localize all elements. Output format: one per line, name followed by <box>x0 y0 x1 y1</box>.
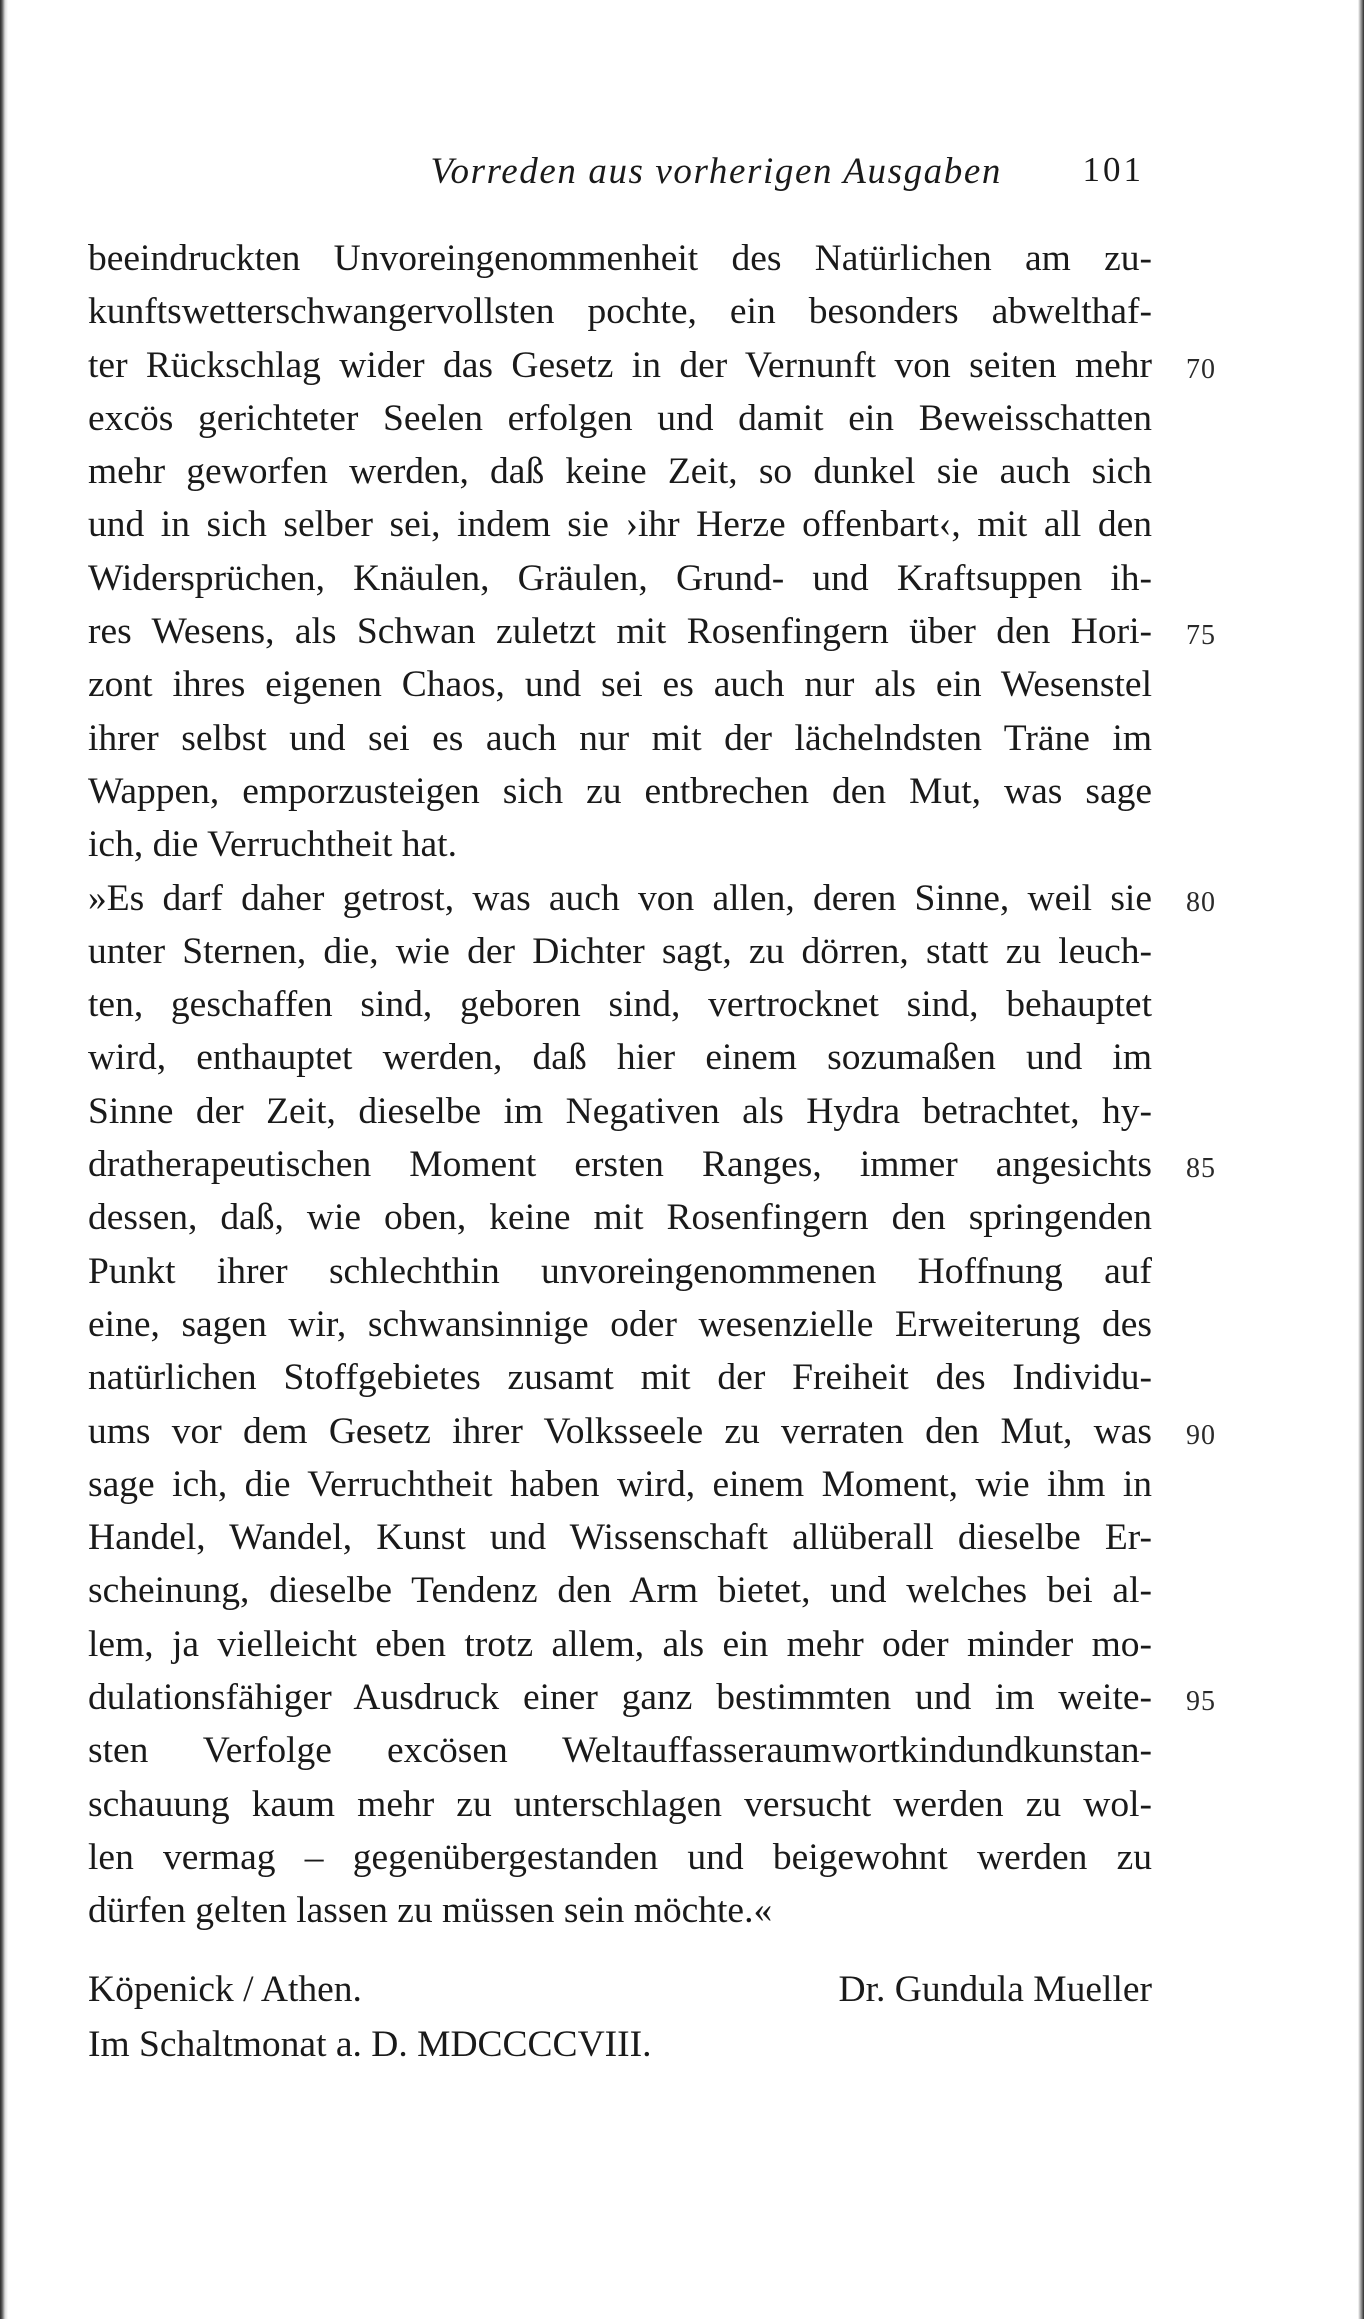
text-line-content: res Wesens, als Schwan zuletzt mit Rosenfingern über den Hori- <box>88 611 1152 653</box>
text-line <box>88 1831 1152 1884</box>
text-line-content: schauung kaum mehr zu unterschlagen versucht werden zu wol- <box>88 1783 1152 1825</box>
text-line-content: »Es darf daher getrost, was auch von allen, deren Sinne, weil sie <box>88 877 1152 919</box>
text-line-content: dratherapeutischen Moment ersten Ranges, immer angesichts <box>88 1144 1152 1186</box>
text-line <box>88 1724 1152 1777</box>
page-edge-left <box>0 0 8 2319</box>
text-line-content: ihrer selbst und sei es auch nur mit der lächelndsten Träne im <box>88 717 1152 759</box>
line-number: 70 <box>1186 353 1216 385</box>
line-number: 80 <box>1186 886 1216 918</box>
text-line <box>88 1031 1152 1084</box>
text-line <box>88 818 1152 871</box>
text-line-content: Sinne der Zeit, dieselbe im Negativen als Hydra betrachtet, hy- <box>88 1090 1152 1132</box>
text-line-content: dessen, daß, wie oben, keine mit Rosenfingern den springenden <box>88 1197 1152 1239</box>
body-text <box>88 232 1216 1938</box>
text-line <box>88 978 1152 1031</box>
signature-author: Dr. Gundula Mueller <box>838 1969 1152 2010</box>
text-line-content: unter Sternen, die, wie der Dichter sagt, zu dörren, statt zu leuch- <box>88 930 1152 972</box>
text-line <box>88 1085 1152 1138</box>
text-line <box>88 1618 1152 1671</box>
text-line <box>88 552 1152 605</box>
line-number: 95 <box>1186 1686 1216 1718</box>
line-number: 75 <box>1186 620 1216 652</box>
text-line-content: kunftswetterschwangervollsten pochte, ein besonders abwelthaf- <box>88 291 1152 333</box>
text-line <box>88 1511 1152 1564</box>
text-line <box>88 1884 1152 1937</box>
text-line <box>88 1458 1152 1511</box>
text-line <box>88 765 1152 818</box>
text-line <box>88 1405 1216 1458</box>
text-line-content: zont ihres eigenen Chaos, und sei es auch nur als ein Wesenstel <box>88 664 1152 706</box>
text-line <box>88 1138 1216 1191</box>
text-line <box>88 339 1216 392</box>
line-number: 85 <box>1186 1153 1216 1185</box>
text-line-content: dulationsfähiger Ausdruck einer ganz bestimmten und im weite- <box>88 1677 1152 1719</box>
text-line-content: mehr geworfen werden, daß keine Zeit, so dunkel sie auch sich <box>88 451 1152 493</box>
text-line <box>88 1671 1216 1724</box>
text-line <box>88 1298 1152 1351</box>
text-line <box>88 232 1152 285</box>
text-line <box>88 605 1216 658</box>
text-line <box>88 872 1216 925</box>
text-line <box>88 1778 1152 1831</box>
text-line-content: ums vor dem Gesetz ihrer Volksseele zu verraten den Mut, was <box>88 1410 1152 1452</box>
text-line <box>88 1351 1152 1404</box>
page-number: 101 <box>1082 150 1144 189</box>
text-line <box>88 1564 1152 1617</box>
text-line-content: sage ich, die Verruchtheit haben wird, einem Moment, wie ihm in <box>88 1463 1152 1505</box>
text-line-content: Wappen, emporzusteigen sich zu entbrechen den Mut, was sage <box>88 770 1152 812</box>
text-line <box>88 445 1152 498</box>
text-line-content: Punkt ihrer schlechthin unvoreingenommenen Hoffnung auf <box>88 1250 1152 1292</box>
text-line-content: eine, sagen wir, schwansinnige oder wesenzielle Erweiterung des <box>88 1303 1152 1345</box>
text-line-content: ten, geschaffen sind, geboren sind, vertrocknet sind, behauptet <box>88 984 1152 1026</box>
text-line-content: sten Verfolge excösen Weltauffasseraumwortkindundkunstan- <box>88 1730 1152 1772</box>
text-line-content: excös gerichteter Seelen erfolgen und damit ein Beweisschatten <box>88 397 1152 439</box>
text-line <box>88 1245 1152 1298</box>
text-line-content: scheinung, dieselbe Tendenz den Arm bietet, und welches bei al- <box>88 1570 1152 1612</box>
text-line <box>88 498 1152 551</box>
text-line-content: dürfen gelten lassen zu müssen sein möchte.« <box>88 1890 773 1932</box>
text-line <box>88 1191 1152 1244</box>
text-line <box>88 392 1152 445</box>
text-line-content: len vermag – gegenübergestanden und beigewohnt werden zu <box>88 1836 1152 1878</box>
text-line-content: Handel, Wandel, Kunst und Wissenschaft allüberall dieselbe Er- <box>88 1517 1152 1559</box>
text-line-content: lem, ja vielleicht eben trotz allem, als ein mehr oder minder mo- <box>88 1623 1152 1665</box>
text-line-content: Widersprüchen, Knäulen, Gräulen, Grund- und Kraftsuppen ih- <box>88 557 1152 599</box>
text-line-content: wird, enthauptet werden, daß hier einem sozumaßen und im <box>88 1037 1152 1079</box>
text-line-content: beeindruckten Unvoreingenommenheit des Natürlichen am zu- <box>88 238 1152 279</box>
text-line <box>88 712 1152 765</box>
text-line-content: ter Rückschlag wider das Gesetz in der Vernunft von seiten mehr <box>88 344 1152 386</box>
text-line <box>88 925 1152 978</box>
signature-date: Im Schaltmonat a. D. MDCCCCVIII. <box>88 2024 652 2065</box>
signature-place: Köpenick / Athen. <box>88 1969 362 2010</box>
running-head-title: Vorreden aus vorherigen Ausgaben <box>430 151 1002 192</box>
text-line-content: ich, die Verruchtheit hat. <box>88 824 457 866</box>
text-line <box>88 285 1152 338</box>
page-edge-right <box>1358 0 1364 2319</box>
text-line <box>88 658 1152 711</box>
line-number: 90 <box>1186 1419 1216 1451</box>
text-line-content: natürlichen Stoffgebietes zusamt mit der Freiheit des Individu- <box>88 1357 1152 1399</box>
text-line-content: und in sich selber sei, indem sie ›ihr Herze offenbart‹, mit all den <box>88 504 1152 546</box>
running-head <box>88 150 1152 200</box>
